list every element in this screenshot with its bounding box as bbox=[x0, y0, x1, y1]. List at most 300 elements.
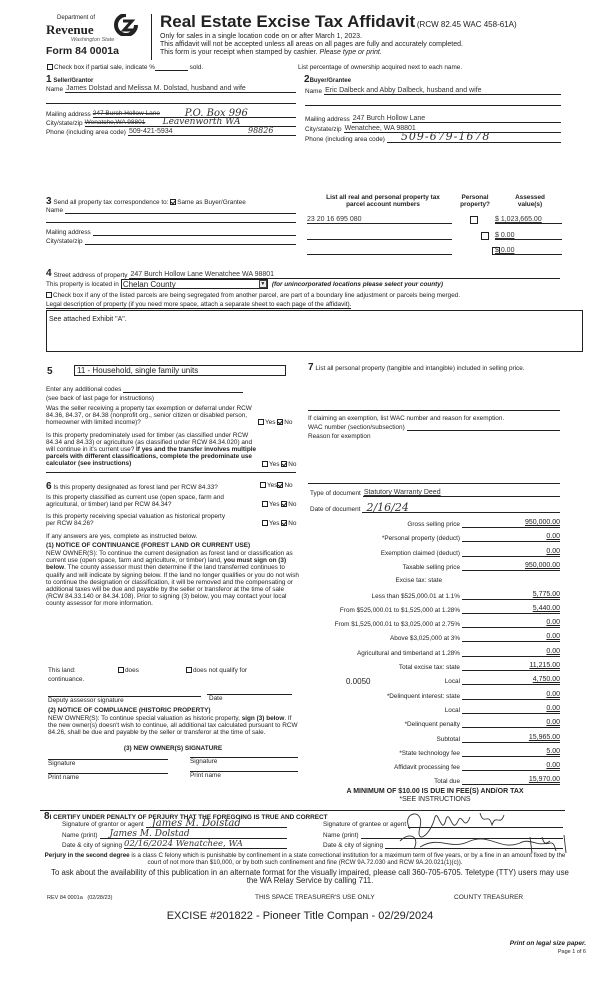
section-1-num: 1 bbox=[46, 74, 52, 85]
tax-row-value: 5,440.00 bbox=[532, 604, 560, 612]
doc-date-handwritten: 2/16/24 bbox=[366, 501, 409, 514]
parcel-header-1: List all real and personal property tax bbox=[326, 194, 440, 201]
yes-label: Yes bbox=[269, 501, 280, 508]
assessed-value: $ 0.00 bbox=[495, 232, 515, 239]
tax-row bbox=[310, 691, 560, 700]
notice-2-title: (2) NOTICE OF COMPLIANCE (HISTORIC PROPERTY) bbox=[48, 707, 211, 714]
tax-row-label: *Delinquent penalty bbox=[404, 721, 460, 729]
this-land-label: This land: bbox=[48, 667, 76, 674]
partial-label: Check box if partial sale, indicate % bbox=[54, 64, 155, 71]
corr-city-label: City/state/zip bbox=[46, 238, 83, 245]
buyer-name-field[interactable] bbox=[324, 89, 561, 95]
assessed-value: $ 1,023,665.00 bbox=[495, 216, 542, 223]
tax-row bbox=[310, 519, 560, 528]
print-name-label: Print name bbox=[48, 774, 79, 781]
buyer-mail-label: Mailing address bbox=[305, 116, 350, 123]
street-row bbox=[46, 268, 560, 279]
tax-row-label: Local bbox=[444, 706, 460, 714]
corr-city-row bbox=[46, 238, 296, 245]
tax-row bbox=[310, 605, 560, 614]
historic-answer bbox=[262, 520, 296, 527]
revenue-logo-icon bbox=[114, 14, 138, 36]
no-label: No bbox=[284, 419, 293, 426]
same-as-buyer-label: Same as Buyer/Grantee bbox=[177, 199, 246, 206]
revision: REV 84 0001a (02/28/23) bbox=[47, 895, 113, 901]
buyer-name-row bbox=[305, 88, 561, 95]
doc-date-row bbox=[310, 501, 560, 514]
page-number: Page 1 of 6 bbox=[557, 949, 586, 955]
parcel-number-field[interactable] bbox=[307, 232, 452, 240]
timber-no-checkbox[interactable] bbox=[281, 461, 287, 467]
tax-row-label: Total excise tax: state bbox=[398, 664, 460, 671]
assessed-header-1: Assessed bbox=[515, 194, 545, 201]
parcel-header-2: parcel account numbers bbox=[346, 201, 420, 208]
seller-phone-label: Phone (including area code) bbox=[46, 129, 126, 136]
tax-row-field[interactable] bbox=[462, 547, 560, 557]
forest-question bbox=[46, 481, 218, 492]
seller-city-handwritten: Leavenworth WA bbox=[162, 117, 241, 127]
seller-phone-field[interactable] bbox=[128, 130, 296, 136]
doc-type-field[interactable] bbox=[363, 491, 560, 497]
county-treasurer: COUNTY TREASURER bbox=[454, 894, 524, 901]
tax-row-label: Excise tax: state bbox=[395, 577, 442, 585]
tax-row-label: Above $3,025,000 at 3% bbox=[390, 635, 460, 643]
current-use-no-checkbox[interactable] bbox=[281, 501, 287, 507]
seller-phone-row bbox=[46, 129, 296, 136]
partial-percent-field[interactable] bbox=[155, 70, 188, 71]
tax-row-value: 5.00 bbox=[546, 747, 560, 755]
tax-row-value: 0.00 bbox=[546, 719, 560, 727]
personal-property-checkbox[interactable] bbox=[481, 232, 489, 240]
treasurer-space: THIS SPACE TREASURER'S USE ONLY bbox=[255, 894, 375, 901]
tax-row-field[interactable] bbox=[462, 690, 560, 700]
partial-sold: sold. bbox=[189, 64, 204, 71]
tax-row-label: *Personal property (deduct) bbox=[381, 535, 460, 543]
tax-row-field[interactable] bbox=[462, 561, 560, 571]
deputy-label: Deputy assessor signature bbox=[48, 697, 124, 704]
seller-mail-handwritten: P.O. Box 996 bbox=[184, 108, 248, 119]
wac-label: WAC number (section/subsection) bbox=[308, 424, 405, 431]
timber-question-text: Is this property predominately used for timber (as classified under RCW 84.34 and 84.33) or agriculture (as classified under RCW 84.34.020) and will continue in it's current use? bbox=[46, 432, 253, 453]
tax-row-field[interactable] bbox=[462, 719, 560, 728]
tax-row-value: 0.00 bbox=[546, 547, 560, 555]
grantor-signature-label: Signature of grantor or agent bbox=[62, 821, 144, 828]
alternate-format-note: To ask about the availability of this publication in an alternate format for the visually impaired, please call 360-705-6705. Teletype (TTY) users may use the WA Relay Service by calling 711. bbox=[51, 868, 569, 885]
tax-row bbox=[310, 776, 560, 785]
tax-row-value: 0.00 bbox=[546, 762, 560, 770]
section-3-num: 3 bbox=[46, 196, 52, 207]
section-7-heading bbox=[308, 364, 560, 373]
legal-paper-note: Print on legal size paper. bbox=[509, 940, 586, 947]
buyer-city-label: City/state/zip bbox=[305, 126, 342, 133]
seller-city-label: City/state/zip bbox=[46, 120, 83, 127]
assessed-value-field[interactable] bbox=[495, 216, 562, 224]
deputy-date-label: Date bbox=[209, 695, 223, 702]
buyer-phone-label: Phone (including area code) bbox=[305, 136, 385, 143]
wac-row bbox=[308, 424, 560, 431]
no-label: No bbox=[288, 461, 297, 468]
county-row bbox=[46, 279, 443, 289]
notice-1-bold: you must sign on (3) below bbox=[46, 557, 287, 572]
grantor-signature-field[interactable] bbox=[146, 818, 287, 829]
does-option bbox=[118, 667, 139, 674]
partial-sale bbox=[47, 64, 203, 71]
tax-row-value: 950,000.00 bbox=[524, 561, 560, 569]
buyer-city-value: Wenatchee, WA 98801 bbox=[344, 125, 416, 132]
grantor-date-handwritten: 02/16/2024 Wenatchee, WA bbox=[124, 839, 243, 849]
if-yes-note: If any answers are yes, complete as instructed below. bbox=[46, 533, 198, 540]
notice-1-text-a: NEW OWNER(S): To continue the current designation as forest land or classification as current use (open space, farm and agriculture, or timber) land, bbox=[46, 550, 293, 565]
does-not-label: does not qualify for bbox=[193, 667, 247, 674]
buyer-name-line-2[interactable] bbox=[305, 105, 561, 106]
tax-row-field[interactable] bbox=[462, 776, 560, 785]
tax-row bbox=[310, 762, 560, 771]
tax-row-label: From $1,525,000.01 to $3,025,000 at 2.75% bbox=[334, 621, 460, 629]
legal-label: Legal description of property (if you need more space, attach a separate sheet to each page of the affidavit). bbox=[46, 301, 352, 308]
buyer-name-label: Name bbox=[305, 88, 323, 95]
grantee-signature-scribble bbox=[380, 807, 580, 855]
tax-row-label: Agricultural and timberland at 1.28% bbox=[356, 649, 460, 657]
perjury-note bbox=[40, 853, 570, 867]
section-7-num: 7 bbox=[308, 362, 314, 373]
seller-city-struck: Wenatche,WA 98801 bbox=[84, 119, 146, 126]
tax-row-label: *Delinquent interest: state bbox=[386, 692, 460, 700]
header-line-3 bbox=[160, 49, 382, 56]
current-use-question: Is this property classified as current use (open space, farm and agricultural, or timber) land per RCW 84.34? bbox=[46, 494, 224, 508]
see-back-note: (see back of last page for instructions) bbox=[46, 395, 154, 402]
section-4-num: 4 bbox=[46, 268, 52, 279]
page-title-wrap bbox=[160, 12, 517, 32]
dropdown-arrow-icon[interactable]: ▼ bbox=[260, 281, 266, 287]
corr-mail-row bbox=[46, 229, 296, 236]
grantee-signature-label: Signature of grantee or agent bbox=[323, 821, 407, 828]
current-use-answer bbox=[262, 501, 296, 508]
minimum-due-note: A MINIMUM OF $10.00 IS DUE IN FEE(S) AND/OR TAX bbox=[346, 788, 524, 795]
grantor-signature-row bbox=[62, 818, 287, 829]
buyer-phone-field[interactable] bbox=[387, 130, 561, 143]
tax-row-value: 0.00 bbox=[546, 619, 560, 627]
forest-answer bbox=[260, 482, 293, 489]
logo-revenue: Revenue bbox=[46, 22, 94, 37]
deputy-signature-field[interactable] bbox=[48, 696, 201, 704]
corr-name-row bbox=[46, 207, 296, 214]
same-as-buyer-checkbox[interactable] bbox=[170, 199, 176, 205]
ownership-note: List percentage of ownership acquired next to each name. bbox=[298, 64, 463, 71]
notice-2-bold: sign (3) below bbox=[241, 715, 285, 722]
seller-phone-value: 509-421-5934 bbox=[128, 128, 173, 135]
tax-row-field[interactable] bbox=[462, 519, 560, 528]
exemption-yes-checkbox[interactable] bbox=[258, 419, 264, 425]
tax-row-label: Less than $525,000.01 at 1.1% bbox=[371, 592, 460, 600]
parcel-number-field[interactable] bbox=[307, 247, 452, 255]
section-8-num: 8 bbox=[44, 811, 50, 822]
reason-label: Reason for exemption bbox=[308, 433, 371, 440]
perjury-bold: Perjury in the second degree bbox=[44, 852, 130, 859]
tax-row-field[interactable] bbox=[462, 633, 560, 642]
tax-row-value: 0.00 bbox=[546, 533, 560, 541]
tax-row-field[interactable] bbox=[462, 619, 560, 628]
partial-sale-checkbox[interactable] bbox=[47, 64, 53, 70]
seller-heading bbox=[46, 74, 93, 85]
tax-row-field[interactable] bbox=[462, 533, 560, 542]
exemption-answer bbox=[258, 419, 292, 426]
segregated-label: Check box if any of the listed parcels are being segregated from another parcel, are part of a boundary line adjustment or parcels being merged. bbox=[53, 292, 461, 299]
additional-codes-label: Enter any additional codes bbox=[46, 386, 122, 393]
personal-header-2: property? bbox=[460, 201, 490, 208]
tax-row-field[interactable] bbox=[462, 733, 560, 743]
header-divider bbox=[151, 14, 152, 60]
local-rate: 0.0050 bbox=[346, 677, 371, 687]
tax-row bbox=[310, 734, 560, 743]
tax-row bbox=[310, 662, 560, 671]
tax-row-field[interactable] bbox=[462, 704, 560, 714]
seller-name-value: James Dolstad and Melissa M. Dolstad, husband and wife bbox=[66, 85, 246, 92]
header-line-1: Only for sales in a single location code on or after March 1, 2023. bbox=[160, 33, 362, 40]
does-not-qualify-checkbox[interactable] bbox=[186, 667, 192, 673]
tax-row-label: From $525,000.01 to $1,525,000 at 1.28% bbox=[339, 606, 460, 614]
tax-row bbox=[310, 705, 560, 714]
owner-signature-1[interactable] bbox=[48, 759, 168, 767]
timber-answer bbox=[262, 461, 296, 468]
no-label: No bbox=[288, 520, 297, 527]
section-2-num: 2 bbox=[304, 74, 310, 85]
yes-label: Yes bbox=[269, 520, 280, 527]
owner-print-2[interactable] bbox=[190, 771, 298, 779]
perjury-text: is a class C felony which is punishable by confinement in a state correctional institution for a maximum term of five years, or by a fine in an amount fixed by the court of not more than $10,000, or by both such confinement and fine (RCW 9A.72.030 and RCW 9A.20.021(1)(c)). bbox=[131, 852, 566, 866]
personal-property-field[interactable] bbox=[308, 410, 560, 411]
tax-row bbox=[310, 548, 560, 557]
does-not-option bbox=[186, 667, 247, 674]
tax-row-label: *State technology fee bbox=[399, 749, 460, 757]
buyer-name-value: Eric Dalbeck and Abby Dalbeck, husband and wife bbox=[325, 87, 482, 94]
tax-row bbox=[310, 633, 560, 642]
seller-name-field[interactable] bbox=[65, 87, 296, 93]
tax-row-field[interactable] bbox=[462, 676, 560, 685]
tax-row bbox=[310, 562, 560, 571]
assessed-value-field[interactable] bbox=[495, 232, 562, 240]
owner-signature-2[interactable] bbox=[190, 757, 298, 765]
tax-row-label: Subtotal bbox=[436, 735, 460, 743]
county-label: This property is located in bbox=[46, 280, 119, 288]
rcw-ref: (RCW 82.45 WAC 458-61A) bbox=[416, 20, 517, 29]
grantor-date-row bbox=[62, 839, 287, 849]
header-line-3b: Please type or print. bbox=[319, 49, 382, 56]
tax-row bbox=[310, 533, 560, 542]
use-code-value: 11 - Household, single family units bbox=[77, 366, 199, 375]
no-label: No bbox=[284, 482, 293, 489]
tax-row-value: 11,215.00 bbox=[529, 662, 560, 669]
tax-row-label: Affidavit processing fee bbox=[394, 764, 460, 772]
grantor-date-label: Date & city of signing bbox=[62, 842, 123, 849]
signature-label: Signature bbox=[48, 760, 76, 767]
assessed-header bbox=[500, 194, 560, 208]
seller-name-label: Name bbox=[46, 86, 64, 93]
buyer-phone-handwritten: 509-679-1678 bbox=[400, 130, 491, 143]
historic-question: Is this property receiving special valuation as historical property per RCW 84.26? bbox=[46, 513, 226, 527]
seller-mail-struck: 247 Burch Hollow Lane bbox=[92, 110, 160, 117]
corr-mail-label: Mailing address bbox=[46, 229, 91, 236]
tax-row bbox=[310, 748, 560, 757]
yes-label: Yes bbox=[269, 461, 280, 468]
timber-yes-checkbox[interactable] bbox=[262, 461, 268, 467]
county-note: (for unincorporated locations please select your county) bbox=[271, 280, 443, 288]
seller-title: Seller/Grantor bbox=[53, 78, 94, 84]
tax-row-value: 15,965.00 bbox=[528, 733, 560, 741]
assessed-value-field[interactable] bbox=[495, 247, 562, 255]
street-label: Street address of property bbox=[53, 272, 128, 279]
tax-row-value: 5,775.00 bbox=[532, 590, 560, 598]
tax-row-label: Gross selling price bbox=[407, 521, 460, 528]
additional-codes-field[interactable] bbox=[123, 387, 243, 393]
logo-dept-of: Department of bbox=[57, 15, 96, 21]
tax-row bbox=[310, 591, 560, 600]
corr-city-field[interactable] bbox=[85, 239, 296, 245]
forest-no-checkbox[interactable] bbox=[277, 482, 283, 488]
exempt-note: If claiming an exemption, list WAC number and reason for exemption. bbox=[308, 415, 505, 422]
notice-3-title: (3) NEW OWNER(S) SIGNATURE bbox=[123, 745, 223, 752]
forest-yes-checkbox[interactable] bbox=[260, 482, 266, 488]
parcel-number-value: 23 20 16 695 080 bbox=[307, 216, 362, 223]
tax-row-field[interactable] bbox=[462, 590, 560, 600]
grantor-name-row bbox=[62, 829, 287, 839]
assessed-header-2: value(s) bbox=[517, 201, 543, 208]
tax-row-value: 0.00 bbox=[546, 704, 560, 712]
tax-row-label: Exemption claimed (deduct) bbox=[380, 549, 460, 557]
tax-row-field[interactable] bbox=[462, 747, 560, 757]
grantor-signature-handwritten: James M. Dolstad bbox=[151, 818, 241, 829]
tax-row-label: Local bbox=[444, 678, 460, 686]
section-7-label: List all personal property (tangible and intangible) included in selling price. bbox=[315, 365, 525, 372]
parcel-number-field[interactable] bbox=[307, 216, 452, 224]
section-5-num: 5 bbox=[47, 366, 53, 377]
historic-no-checkbox[interactable] bbox=[281, 520, 287, 526]
tax-row bbox=[310, 619, 560, 628]
exemption-question: Was the seller receiving a property tax exemption or deferral under RCW 84.36, 84.37, or 84.38 (nonprofit org., senior citizen or disabled person, homeowner with limited income)? bbox=[46, 405, 252, 426]
section-6-num: 6 bbox=[46, 481, 52, 492]
doc-type-label: Type of document bbox=[310, 490, 361, 497]
doc-type-row bbox=[310, 490, 560, 497]
seller-name-line-2[interactable] bbox=[46, 103, 296, 104]
tax-row-value: 15,970.00 bbox=[528, 776, 560, 784]
current-use-yes-checkbox[interactable] bbox=[262, 501, 268, 507]
exemption-no-checkbox[interactable] bbox=[277, 419, 283, 425]
tax-row-field[interactable] bbox=[462, 604, 560, 614]
notice-1-body bbox=[46, 550, 302, 608]
deputy-date-field[interactable] bbox=[207, 694, 292, 702]
correspondence-label: Send all property tax correspondence to: bbox=[53, 199, 169, 206]
reason-field[interactable] bbox=[308, 483, 560, 484]
personal-header-1: Personal bbox=[461, 194, 489, 201]
use-code-field[interactable] bbox=[74, 365, 286, 376]
street-value: 247 Burch Hollow Lane Wenatchee WA 98801 bbox=[130, 271, 275, 278]
buyer-phone-row bbox=[305, 130, 561, 143]
tax-row-value: 0.00 bbox=[546, 690, 560, 698]
see-instructions: *SEE INSTRUCTIONS bbox=[399, 796, 471, 803]
correspondence-heading bbox=[46, 196, 246, 207]
buyer-mail-field[interactable] bbox=[352, 117, 561, 123]
tax-row-label: Taxable selling price bbox=[402, 563, 460, 571]
yes-label: Yes bbox=[267, 482, 278, 489]
tax-row-value: 0.00 bbox=[546, 647, 560, 655]
notice-2-text-b: . If the new owner(s) doesn't wish to continue, all additional tax calculated pursuant to RCW 84.26, shall be due and payable by the seller or transferor at the time of sale. bbox=[48, 715, 298, 737]
tax-row-label: Total due bbox=[434, 778, 460, 786]
tax-row-value: 0.00 bbox=[546, 633, 560, 641]
page-title: Real Estate Excise Tax Affidavit bbox=[160, 12, 416, 31]
header-line-2: This affidavit will not be accepted unless all areas on all pages are fully and accurately completed. bbox=[160, 41, 463, 48]
does-label: does bbox=[125, 667, 139, 674]
segregated-checkbox[interactable] bbox=[46, 292, 52, 298]
grantee-name-label: Name (print) bbox=[323, 832, 359, 839]
tax-row bbox=[310, 648, 560, 657]
header-line-3a: This form is your receipt when stamped by cashier. bbox=[160, 49, 318, 56]
tax-row-field[interactable] bbox=[462, 647, 560, 657]
owner-print-1[interactable] bbox=[48, 773, 168, 781]
buyer-mail-row bbox=[305, 116, 561, 123]
buyer-title: Buyer/Grantee bbox=[309, 78, 351, 84]
certify-title: I CERTIFY UNDER PENALTY OF PERJURY THAT THE FOREGOING IS TRUE AND CORRECT bbox=[49, 814, 328, 821]
legal-description-box[interactable] bbox=[46, 310, 583, 352]
county-select[interactable] bbox=[121, 279, 268, 289]
yes-label: Yes bbox=[265, 419, 276, 426]
divider bbox=[46, 472, 296, 473]
timber-question-bold: If yes and the transfer involves multiple parcels with different classifications, complete the predominate use calculator (see instructions) bbox=[46, 446, 257, 467]
tax-row-heading bbox=[310, 577, 462, 584]
corr-mail-field[interactable] bbox=[93, 230, 296, 236]
legal-value: See attached Exhibit "A". bbox=[49, 316, 127, 323]
continuance-label: continuance. bbox=[48, 676, 85, 683]
buyer-mail-value: 247 Burch Hollow Lane bbox=[352, 115, 426, 122]
notice-1-title: (1) NOTICE OF CONTINUANCE (FOREST LAND OR CURRENT USE) bbox=[46, 542, 251, 549]
tax-row bbox=[310, 676, 560, 685]
buyer-heading bbox=[304, 74, 351, 85]
grantor-name-handwritten: James M. Dolstad bbox=[109, 829, 190, 839]
no-label: No bbox=[288, 501, 297, 508]
signature-label: Signature bbox=[190, 758, 218, 765]
seller-mail-label: Mailing address bbox=[46, 111, 91, 118]
historic-yes-checkbox[interactable] bbox=[262, 520, 268, 526]
corr-name-field[interactable] bbox=[65, 208, 296, 214]
grantor-date-field[interactable] bbox=[124, 839, 287, 849]
notice-1-text-b: . The county assessor must then determine if the land transferred continues to qualify and will indicate by signing below. If the land no longer qualifies or you do not wish to continue the designation or classification, it will be removed and the compensating or additional taxes will be due and payable by the seller or transferor at the time of sale (RCW 84.33.140 or 84.34.108). Prior to signing (3) below, you may contact your local county assessor for more information. bbox=[46, 564, 299, 608]
tax-row-field[interactable] bbox=[462, 662, 560, 671]
doc-type-value: Statutory Warranty Deed bbox=[363, 489, 441, 496]
personal-property-checkbox[interactable] bbox=[470, 216, 478, 224]
doc-date-label: Date of document bbox=[310, 506, 361, 513]
tax-row-field[interactable] bbox=[462, 762, 560, 771]
wac-field[interactable] bbox=[407, 425, 560, 431]
corr-name-label: Name bbox=[46, 207, 64, 214]
tax-row-value: 950,000.00 bbox=[524, 519, 560, 526]
tax-row bbox=[310, 719, 560, 728]
logo-state: Washington State bbox=[71, 37, 115, 43]
assessed-value: $ 0.00 bbox=[495, 247, 515, 254]
notice-2-text-a: NEW OWNER(S): To continue special valuation as historic property, bbox=[48, 715, 240, 722]
form-number: Form 84 0001a bbox=[46, 45, 119, 57]
seller-name-row bbox=[46, 86, 296, 93]
seller-zip-handwritten: 98826 bbox=[248, 126, 274, 135]
does-qualify-checkbox[interactable] bbox=[118, 667, 124, 673]
additional-codes-row bbox=[46, 386, 296, 393]
segregated-row bbox=[46, 292, 460, 299]
excise-stamp: EXCISE #201822 - Pioneer Title Compan - 02/29/2024 bbox=[166, 910, 434, 922]
tax-row-value: 4,750.00 bbox=[532, 676, 560, 684]
corr-name-line-2[interactable] bbox=[46, 222, 296, 223]
notice-2-body bbox=[48, 715, 302, 737]
personal-header bbox=[455, 194, 495, 208]
parcel-header bbox=[312, 194, 454, 208]
timber-question bbox=[46, 432, 260, 467]
doc-date-field[interactable] bbox=[362, 501, 560, 514]
